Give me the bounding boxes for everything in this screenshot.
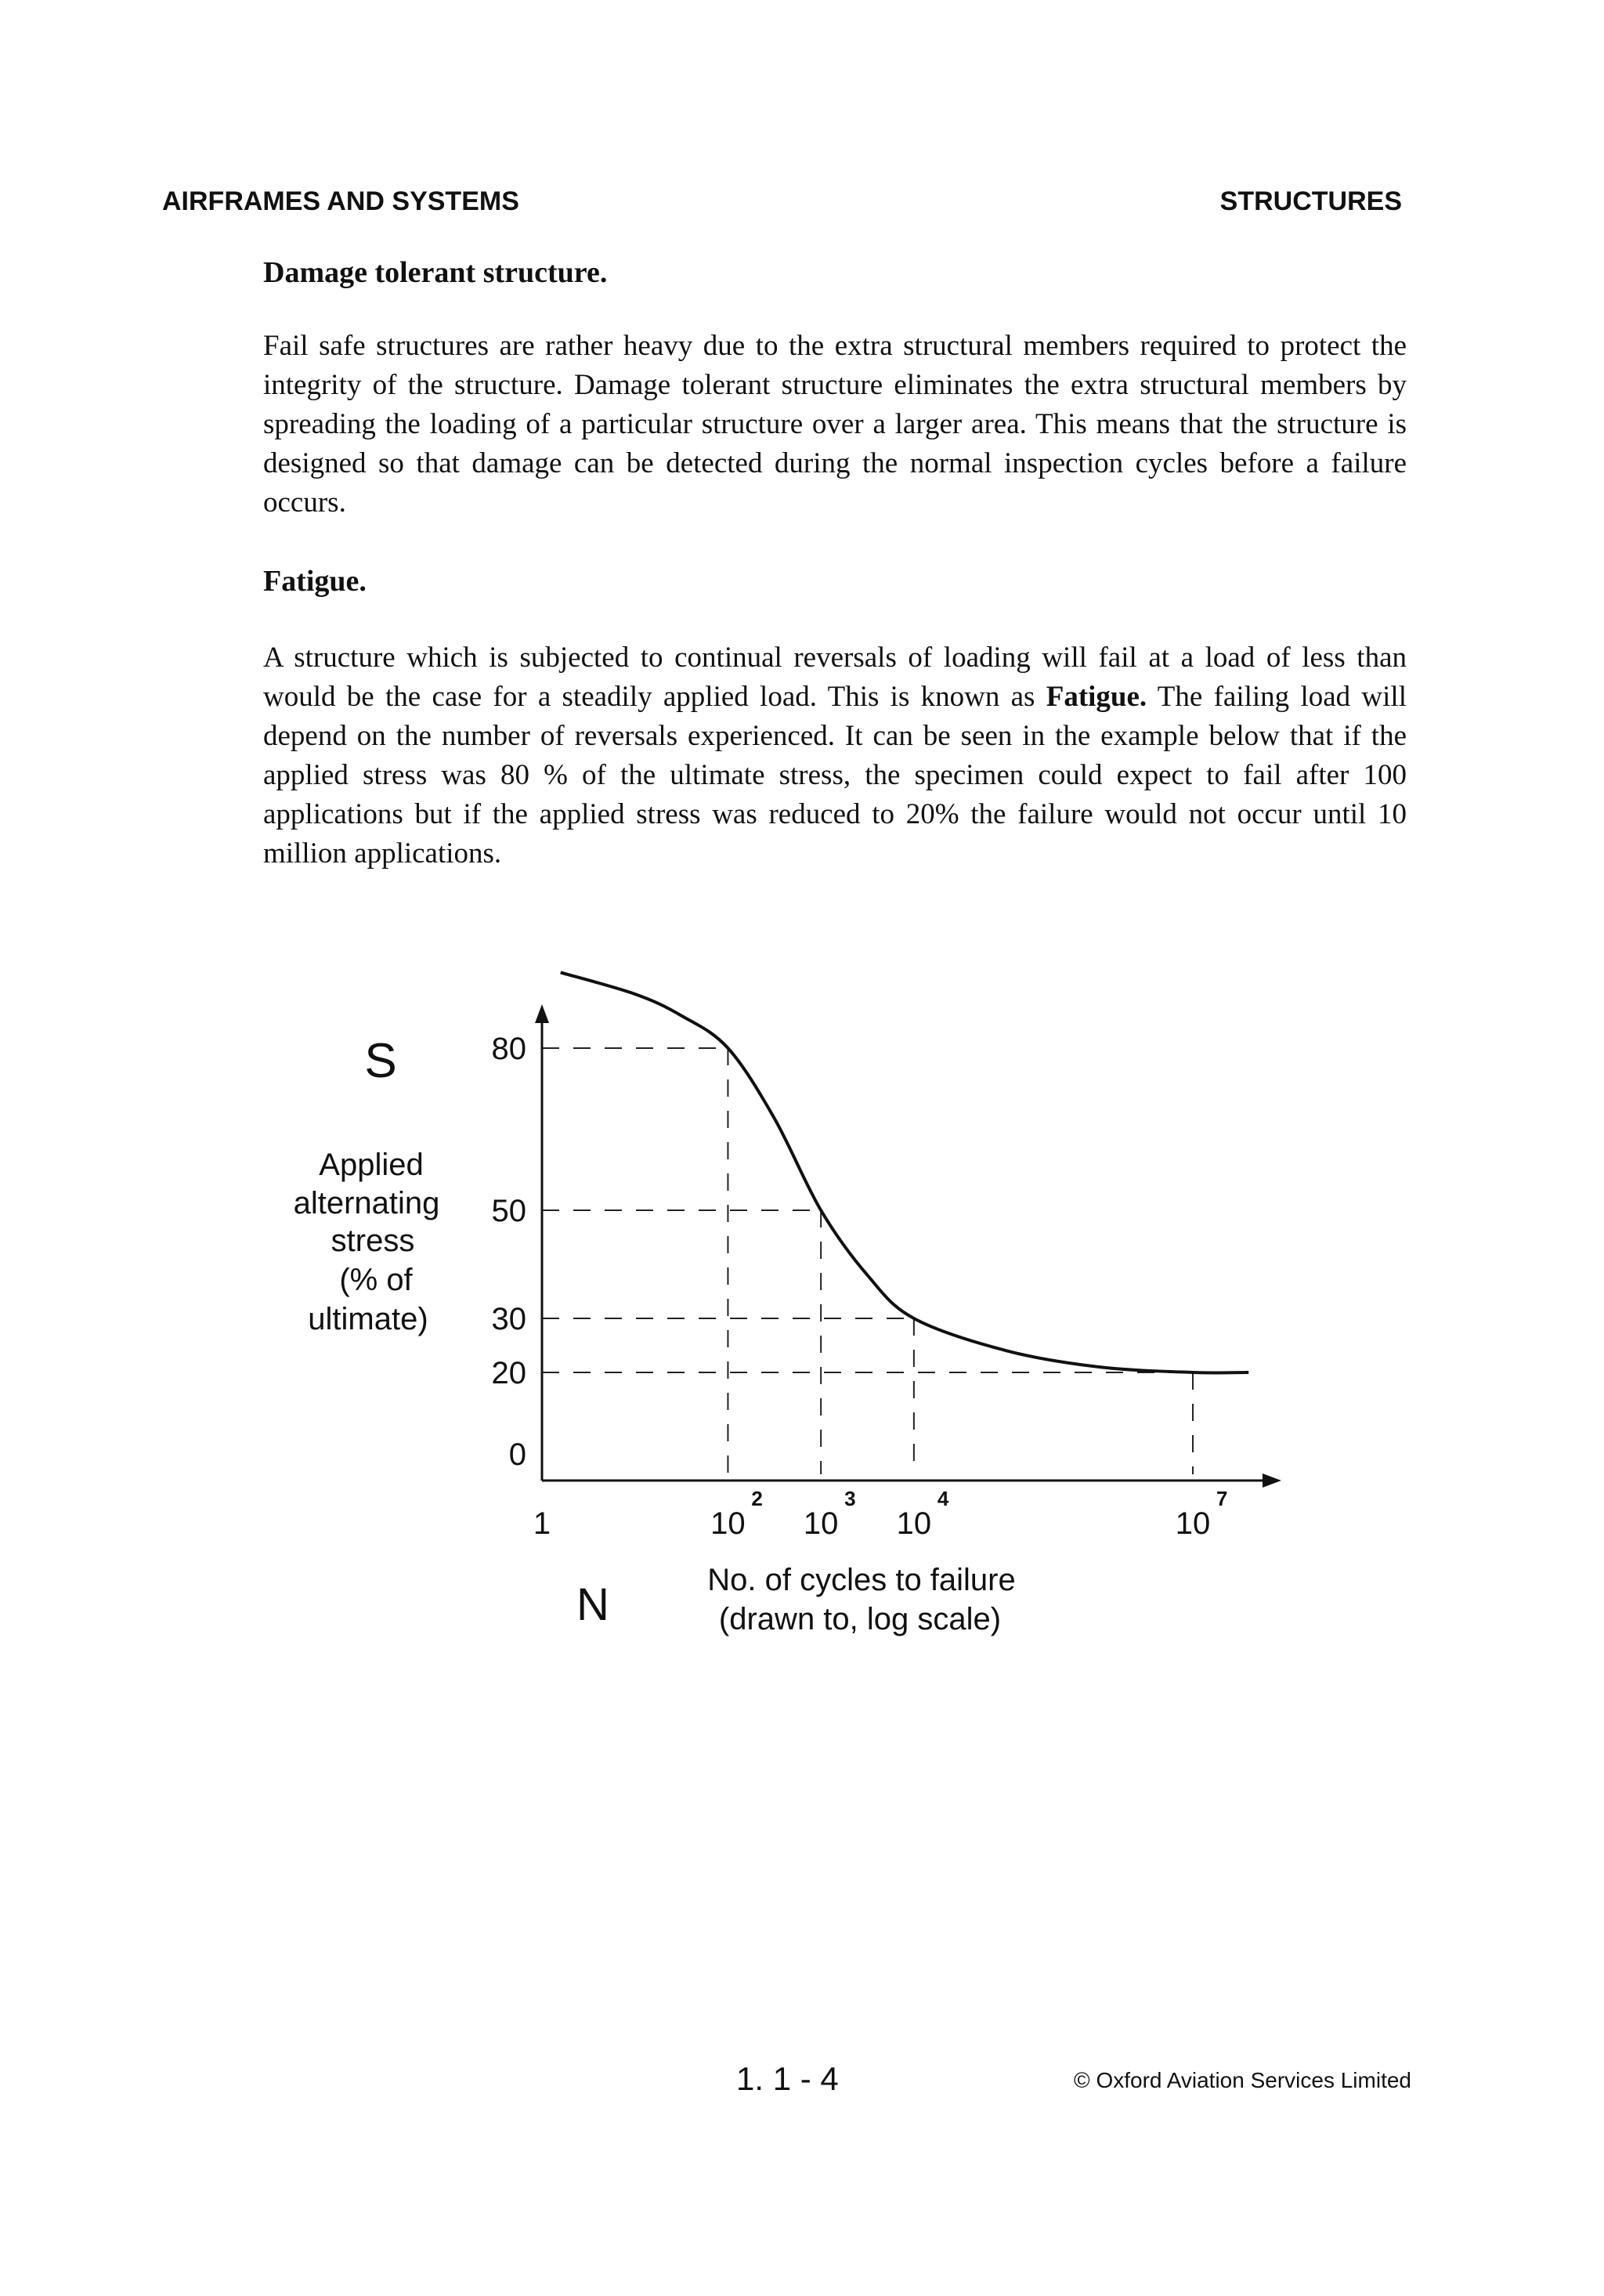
x-tick-base: 10 [710, 1506, 746, 1541]
y-tick-label: 80 [491, 1032, 526, 1066]
paragraph-damage-tolerant: Fail safe structures are rather heavy due to the extra structural members required to protect the integrity of the structure. Damage tolerant structure eliminates the extra structural members by spreading the loading of a particular structure over a larger area. This means that the structure is designed so that damage can be detected during the normal inspection cycles before a failure occurs. [263, 330, 1407, 519]
reference-lines [542, 1048, 1193, 1474]
y-label-line: stress [331, 1224, 415, 1258]
y-tick-labels [492, 1032, 527, 1472]
y-label-line: alternating [293, 1186, 440, 1220]
x-tick-base: 10 [803, 1506, 839, 1541]
x-tick-label [804, 1487, 856, 1541]
x-tick-label [1176, 1487, 1228, 1541]
x-tick-exponent: 7 [1216, 1487, 1228, 1510]
x-tick-exponent: 4 [937, 1487, 949, 1510]
y-axis-label [294, 1148, 440, 1336]
y-tick-label: 0 [508, 1437, 526, 1472]
x-tick-label [533, 1506, 551, 1541]
x-tick-base: 10 [896, 1506, 932, 1541]
y-tick-label: 50 [491, 1194, 526, 1228]
x-label-line: No. of cycles to failure [707, 1563, 1016, 1597]
x-tick-exponent: 3 [844, 1487, 856, 1510]
x-tick-exponent: 2 [751, 1487, 763, 1510]
x-tick-label [897, 1487, 949, 1541]
x-tick-base: 10 [1175, 1506, 1211, 1541]
heading-damage-tolerant: Damage tolerant structure. [263, 256, 608, 289]
x-tick-base: 1 [533, 1506, 551, 1541]
axes [535, 1004, 1281, 1488]
y-label-line: (% of [339, 1263, 413, 1297]
page-number: 1. 1 - 4 [736, 2060, 839, 2097]
y-symbol: S [364, 1034, 397, 1088]
fatigue-term: Fatigue. [1046, 681, 1147, 713]
y-axis-arrow [535, 1004, 549, 1023]
copyright: © Oxford Aviation Services Limited [1074, 2068, 1411, 2092]
fatigue-text-2: The failing load will depend on the number of reversals experienced. It can be seen in the example below that if the applied stress was 80 % of the ultimate stress, the specimen could expect to fail after 100 applications but if the applied stress was reduced to 20% the failure would not occur until 10 million applications. [263, 681, 1407, 870]
x-tick-labels [533, 1487, 1228, 1541]
x-axis-label [707, 1563, 1016, 1636]
y-tick-label: 20 [491, 1356, 526, 1390]
x-symbol: N [576, 1579, 609, 1630]
y-label-line: ultimate) [308, 1302, 428, 1336]
x-axis-arrow [1263, 1473, 1281, 1488]
x-tick-label [710, 1487, 763, 1541]
fatigue-text-1: A structure which is subjected to continual reversals of loading will fail at a load of less than would be the case for a steadily applied load. This is known as [263, 642, 1407, 713]
y-tick-label: 30 [491, 1302, 526, 1336]
y-label-line: Applied [319, 1148, 424, 1182]
x-label-line: (drawn to, log scale) [718, 1602, 1002, 1636]
header-left: AIRFRAMES AND SYSTEMS [162, 186, 519, 216]
sn-curve-line [561, 972, 1249, 1372]
heading-fatigue: Fatigue. [263, 565, 367, 598]
header-right: STRUCTURES [1219, 186, 1402, 216]
